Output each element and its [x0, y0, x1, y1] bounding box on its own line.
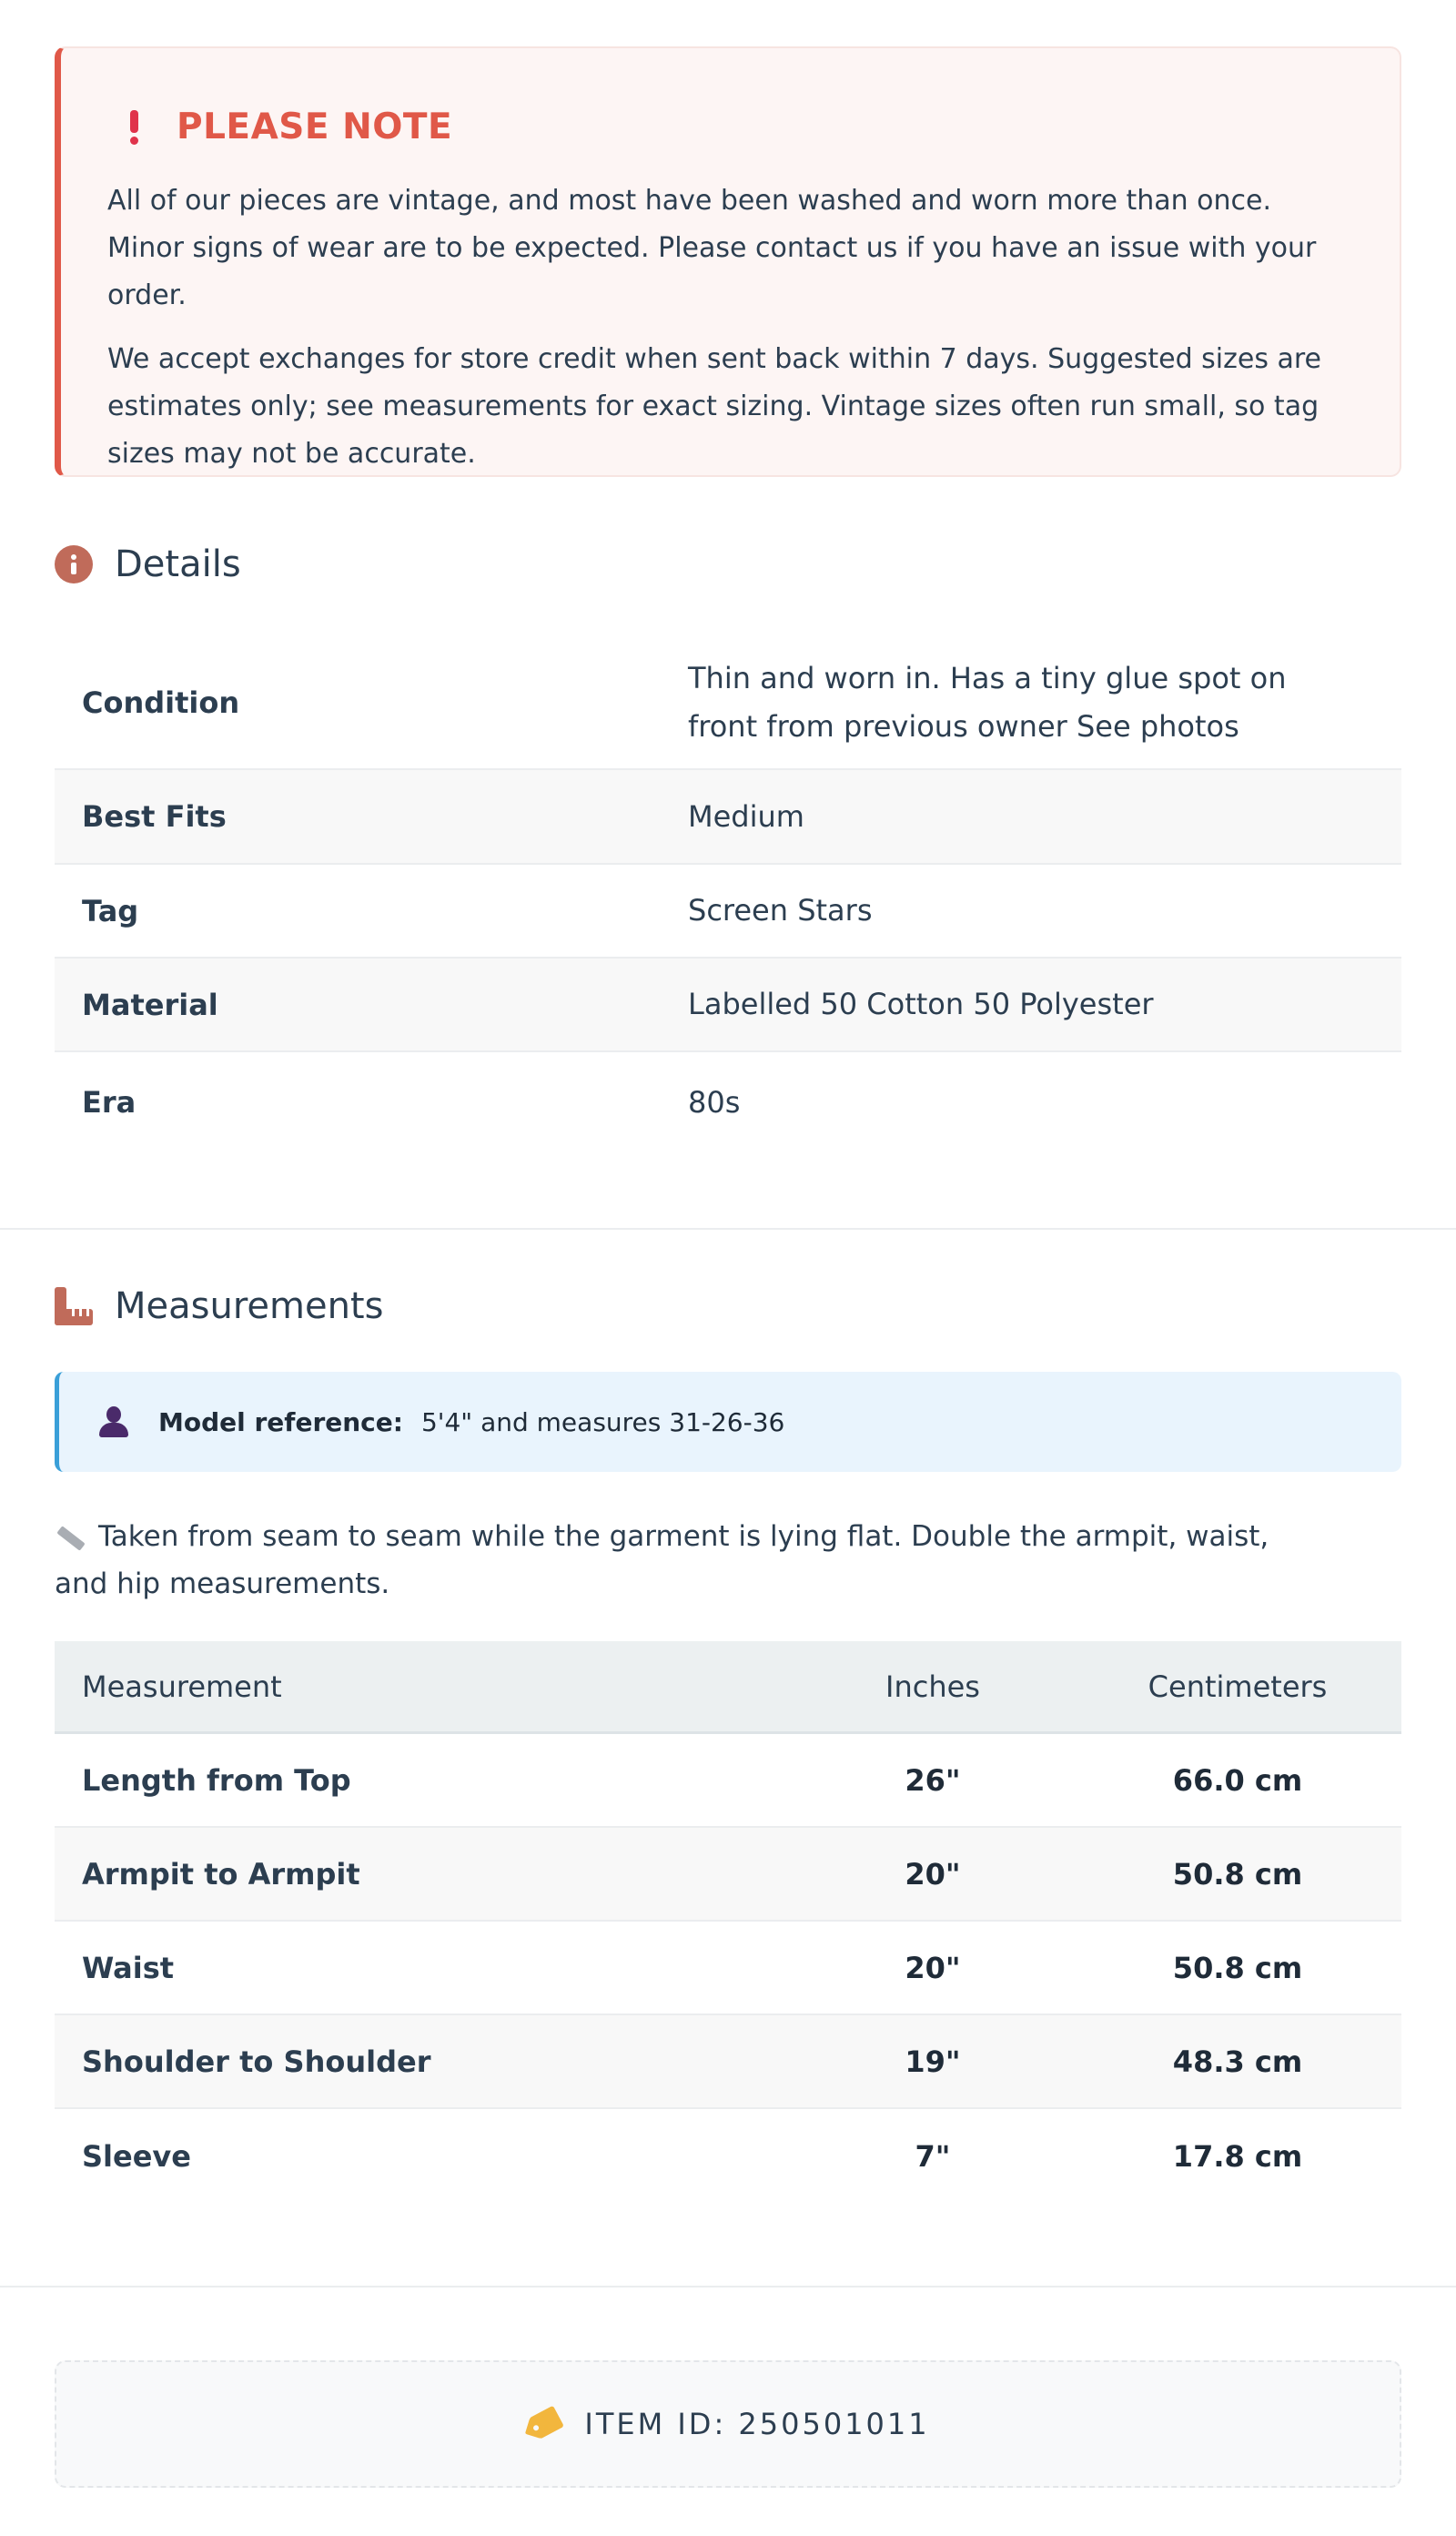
details-label: Tag — [82, 893, 139, 928]
measurement-inches: 26" — [905, 1762, 961, 1798]
table-row — [55, 1828, 1401, 1922]
details-label: Material — [82, 987, 218, 1022]
please-note-banner — [55, 46, 1401, 477]
exclamation-icon — [126, 108, 144, 145]
measurement-name: Waist — [82, 1950, 175, 1985]
measurement-note-text: Taken from seam to seam while the garment is lying flat. Double the armpit, waist, and hip measurements. — [55, 1520, 1269, 1600]
measurement-name: Sleeve — [82, 2138, 191, 2174]
details-label: Era — [82, 1085, 136, 1120]
section-divider — [0, 1228, 1456, 1230]
table-row — [55, 2109, 1401, 2203]
details-title: Details — [115, 543, 241, 585]
details-row-condition — [55, 637, 1401, 770]
measurement-inches: 20" — [905, 1856, 961, 1892]
item-id-label: ITEM ID: 250501011 — [584, 2407, 930, 2441]
measurements-table-header — [55, 1641, 1401, 1734]
details-value: Medium — [688, 798, 804, 834]
notice-header — [107, 101, 1350, 152]
item-id-box — [55, 2360, 1401, 2488]
table-row — [55, 1734, 1401, 1828]
measurement-inches: 19" — [905, 2044, 961, 2079]
details-row-tag — [55, 865, 1401, 959]
measurements-title: Measurements — [115, 1285, 384, 1327]
measurement-cm: 50.8 cm — [1172, 1856, 1303, 1892]
measurement-cm: 66.0 cm — [1172, 1762, 1303, 1798]
details-row-era — [55, 1052, 1401, 1152]
measurement-name: Shoulder to Shoulder — [82, 2044, 431, 2079]
details-row-material — [55, 959, 1401, 1052]
header-centimeters: Centimeters — [1148, 1669, 1328, 1704]
model-reference-box — [55, 1372, 1401, 1472]
measurement-cm: 50.8 cm — [1172, 1950, 1303, 1985]
user-icon — [98, 1406, 129, 1437]
notice-title: PLEASE NOTE — [177, 106, 453, 147]
details-table — [55, 637, 1401, 1152]
pencil-icon — [55, 1527, 86, 1547]
measurement-cm: 48.3 cm — [1172, 2044, 1303, 2079]
details-value: 80s — [688, 1084, 741, 1120]
details-row-best-fits — [55, 770, 1401, 865]
measurement-inches: 20" — [905, 1950, 961, 1985]
notice-paragraph-exchanges: We accept exchanges for store credit when sent back within 7 days. Suggested sizes are estimates only; see measurements for exact sizing. Vintage sizes often run small, so tag sizes may not be accurate. — [107, 343, 1322, 470]
table-row — [55, 1922, 1401, 2015]
measurement-inches: 7" — [915, 2138, 951, 2174]
section-divider — [0, 2286, 1456, 2287]
tag-icon — [522, 2406, 564, 2443]
measurements-heading — [55, 1279, 383, 1334]
model-reference-value: 5'4" and measures 31-26-36 — [420, 1406, 785, 1437]
measurement-name: Armpit to Armpit — [82, 1856, 360, 1892]
measurement-name: Length from Top — [82, 1762, 351, 1798]
measurement-note — [55, 1513, 1329, 1608]
table-row — [55, 2015, 1401, 2109]
ruler-icon — [55, 1287, 93, 1325]
model-reference-label: Model reference: — [158, 1406, 403, 1437]
measurement-cm: 17.8 cm — [1172, 2138, 1303, 2174]
info-icon — [55, 545, 93, 583]
details-label: Condition — [82, 685, 240, 720]
header-inches: Inches — [885, 1669, 980, 1704]
details-label: Best Fits — [82, 799, 227, 834]
header-measurement: Measurement — [82, 1669, 282, 1704]
measurements-table — [55, 1641, 1401, 2203]
notice-paragraph-wear: All of our pieces are vintage, and most have been washed and worn more than once. Minor signs of wear are to be expected. Please contact us if you have an issue with your order. — [107, 185, 1317, 311]
details-value: Thin and worn in. Has a tiny glue spot on front from previous owner See photos — [688, 661, 1287, 744]
details-value: Screen Stars — [688, 893, 873, 928]
details-value: Labelled 50 Cotton 50 Polyester — [688, 987, 1154, 1021]
details-heading — [55, 537, 241, 592]
